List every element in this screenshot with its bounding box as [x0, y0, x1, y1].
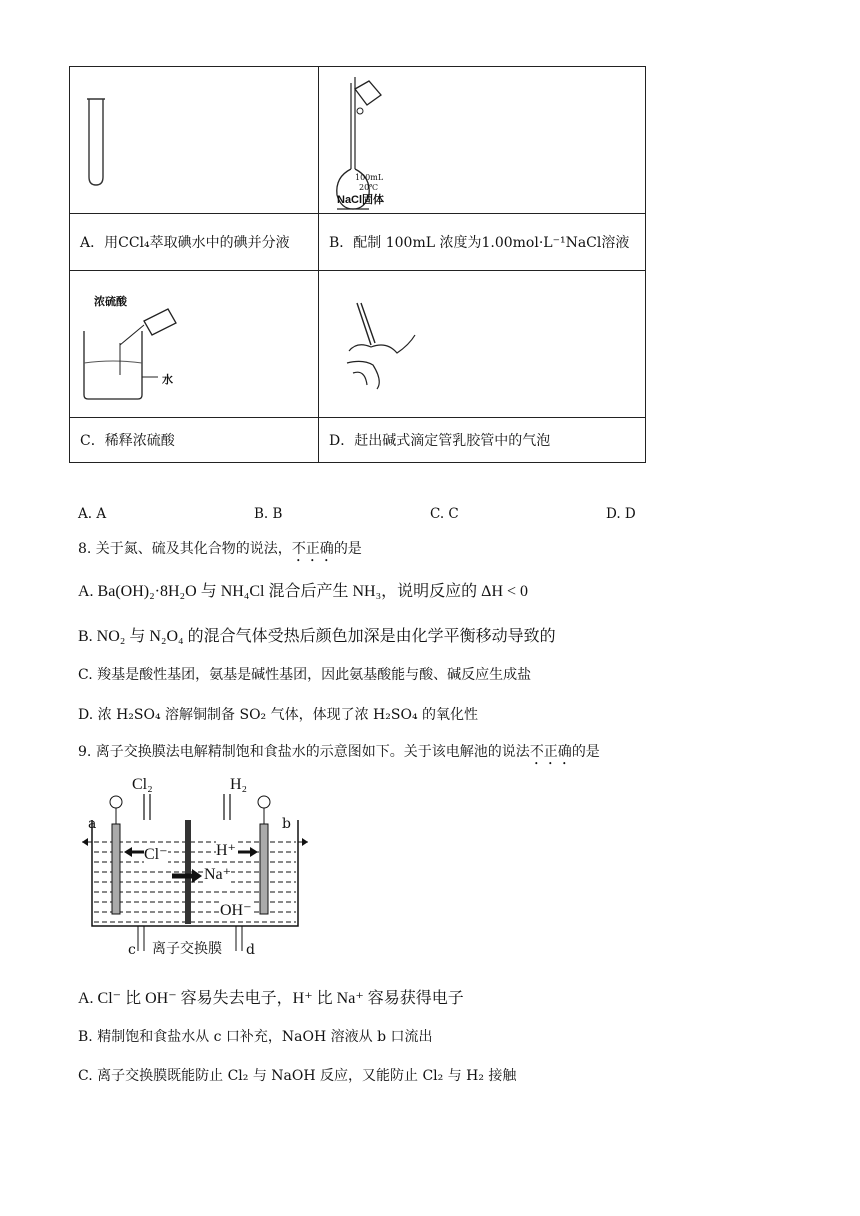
- q9-option-c[interactable]: C. 离子交换膜既能防止 Cl₂ 与 NaOH 反应，又能防止 Cl₂ 与 H₂ 接触: [78, 1068, 517, 1084]
- flask-label-volume: 100mL: [355, 173, 384, 182]
- hand-burette-icon: [337, 301, 427, 391]
- electrolysis-diagram: [78, 776, 308, 966]
- beaker-image-cell: [70, 271, 319, 418]
- na-ion-label: Na⁺: [204, 866, 232, 883]
- q8-emphasis: 不正确: [291, 541, 334, 557]
- h2-label: H₂: [230, 776, 248, 793]
- outlet-a-label: a: [88, 816, 97, 832]
- option-a-caption: A．用CCl₄萃取碘水中的碘并分液: [70, 214, 319, 271]
- answer-choice-c[interactable]: C. C: [430, 506, 459, 522]
- membrane-label: 离子交换膜: [150, 938, 224, 958]
- q9-option-b[interactable]: B. 精制饱和食盐水从 c 口补充，NaOH 溶液从 b 口流出: [78, 1029, 433, 1045]
- flask-label-solid: NaCl固体: [337, 194, 385, 206]
- answer-choice-a[interactable]: A. A: [78, 506, 107, 522]
- flask-label-temp: 20℃: [359, 183, 379, 192]
- test-tube-image-cell: [70, 67, 319, 214]
- q8-option-c[interactable]: C. 羧基是酸性基团，氨基是碱性基团，因此氨基酸能与酸、碱反应生成盐: [78, 667, 532, 683]
- test-tube-icon: [85, 97, 115, 187]
- experiment-table: [69, 66, 646, 463]
- oh-ion-label: OH⁻: [220, 902, 252, 919]
- q9-option-a[interactable]: A. Cl⁻ 比 OH⁻ 容易失去电子，H⁺ 比 Na⁺ 容易获得电子: [78, 990, 464, 1007]
- q9-stem: 9. 离子交换膜法电解精制饱和食盐水的示意图如下。关于该电解池的说法不正确的是: [78, 744, 600, 760]
- option-b-caption: B．配制 100mL 浓度为1.00mol·L⁻¹NaCl溶液: [319, 214, 646, 271]
- cl2-label: Cl₂: [132, 776, 153, 793]
- option-d-caption: D．赶出碱式滴定管乳胶管中的气泡: [319, 418, 646, 463]
- h-ion-label: H⁺: [216, 842, 236, 859]
- cl-ion-label: Cl⁻: [144, 846, 168, 863]
- volumetric-flask-image-cell: [319, 67, 646, 214]
- inlet-c-label: c: [128, 942, 136, 958]
- beaker-icon: [80, 305, 190, 405]
- q9-emphasis: 不正确: [529, 744, 572, 760]
- q8-option-b[interactable]: B. NO₂ 与 N₂O₄ 的混合气体受热后颜色加深是由化学平衡移动导致的: [78, 628, 556, 645]
- answer-choice-d[interactable]: D. D: [606, 506, 636, 522]
- option-c-caption: C．稀释浓硫酸: [70, 418, 319, 463]
- beaker-label-acid: 浓硫酸: [94, 296, 127, 308]
- q8-option-d[interactable]: D. 浓 H₂SO₄ 溶解铜制备 SO₂ 气体，体现了浓 H₂SO₄ 的氧化性: [78, 707, 479, 723]
- beaker-label-water: 水: [162, 374, 173, 386]
- inlet-d-label: d: [246, 942, 255, 958]
- answer-choice-b[interactable]: B. B: [254, 506, 283, 522]
- q8-option-a[interactable]: A. Ba(OH)₂·8H₂O 与 NH₄Cl 混合后产生 NH₃，说明反应的 ΔH < 0: [78, 583, 529, 600]
- burette-image-cell: [319, 271, 646, 418]
- outlet-b-label: b: [282, 816, 291, 832]
- q8-stem: 8. 关于氮、硫及其化合物的说法，不正确的是: [78, 541, 362, 557]
